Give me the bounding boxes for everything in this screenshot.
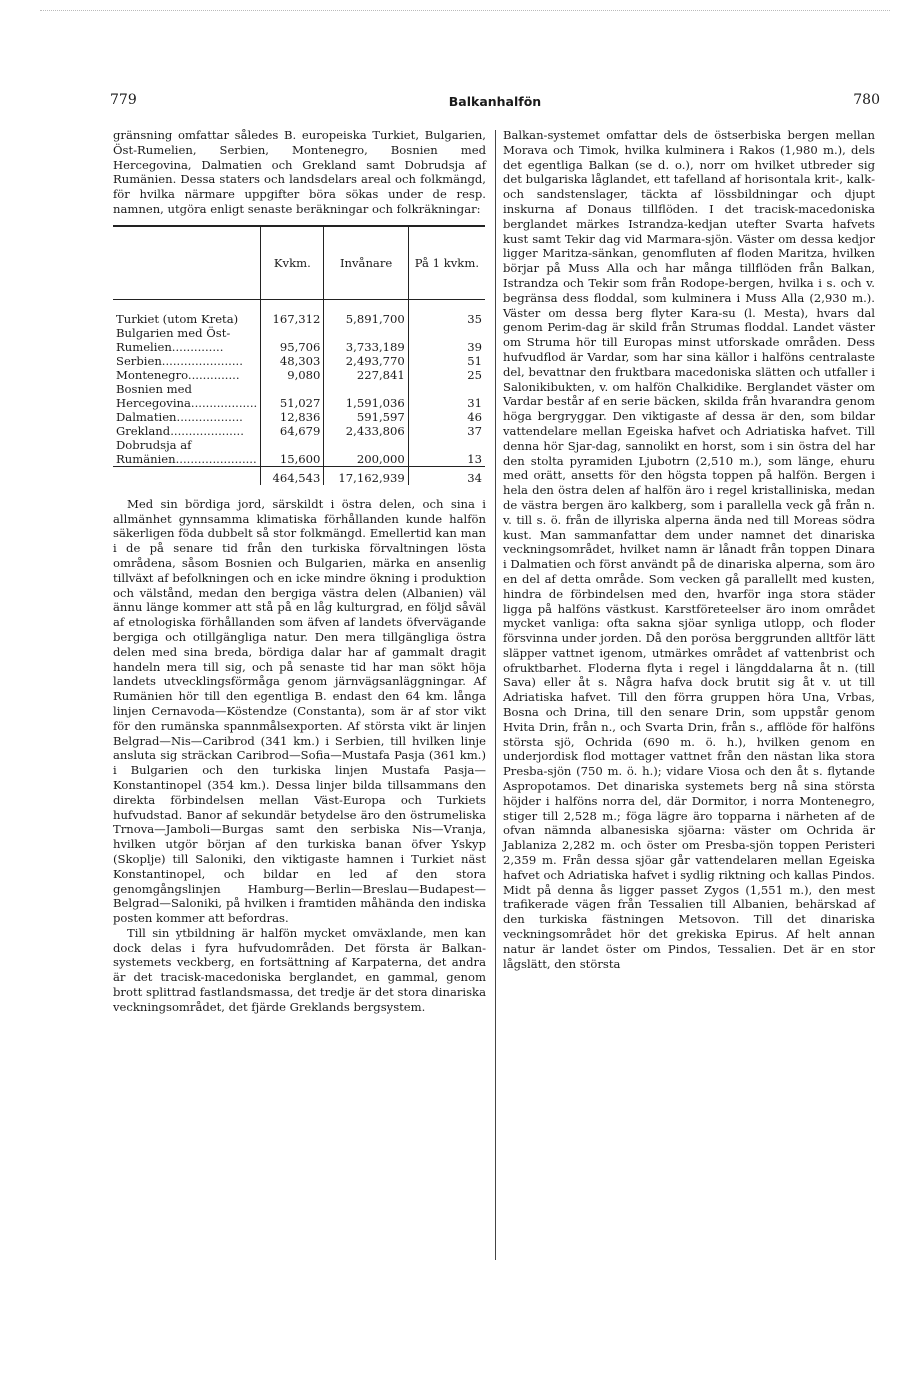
row-kvkm: 9,080 xyxy=(261,368,324,382)
left-column xyxy=(113,128,486,1015)
body-paragraph-2: Till sin ytbildning är halfön mycket omväxlande, men kan dock delas i fyra hufvudområden. Det första är Balkan-systemets veckberg, en fortsättning af Karpaterna, det andra är det tracisk-macedoniska berglandet, en gammal, genom brott splittrad fastlandsmassa, det tredje är det stora dinariska veckningsområdet, det fjärde Greklands bergsystem. xyxy=(113,925,486,1014)
row-per-kvkm: 13 xyxy=(467,451,482,466)
row-name: Montenegro.............. xyxy=(113,368,261,382)
row-name: Serbien...................... xyxy=(113,354,261,368)
row-invanare: 2,433,806 xyxy=(324,424,408,438)
table-row xyxy=(113,438,485,467)
body-paragraph-1: Med sin bördiga jord, särskildt i östra delen, och sina i allmänhet gynnsamma klimatiska förhållanden kunde halfön säkerligen föda dubbelt så stor folkmängd. Emellertid kan man i de på senare tid från den turkiska förvaltningen lösta områdena, såsom Bosnien och Bulgarien, märka en ansenlig tillväxt af befolkningen och en icke mindre ökning i produktion och välstånd, medan den bergiga västra delen (Albanien) väl ännu länge kommer att stå på en låg kulturgrad, en följd såväl af etnologiska förhållanden som äfven af landets öfvervägande bergiga och otillgängliga natur. Den mera tillgängliga östra delen med sina breda, bördiga dalar har af gammalt dragit handeln mera till sig, och på senaste tid har man sökt höja landets utvecklingsförmåga genom järnvägsanläggningar. Af Rumänien hör till den egentliga B. endast den 64 km. långa linjen Cernavoda—Köstendze (Constanta), som är af stor vikt för den rumänska spannmålsexporten. Af största vikt är linjen Belgrad—Nis—Caribrod (341 km.) i Serbien, till hvilken linje ansluta sig sträckan Caribrod—Sofia—Mustafa Pasja (361 km.) i Bulgarien och den turkiska linjen Mustafa Pasja—Konstantinopel (354 km.). Dessa linjer bilda tillsammans den direkta förbindelsen mellan Väst-Europa och Turkiets hufvudstad. Banor af sekundär betydelse äro den östrumeliska Trnova—Jamboli—Burgas samt den serbiska Nis—Vranja, hvilken utgör början af den turkiska banan öfver Yskyp (Skoplje) till Saloniki, den viktigaste hamnen i Turkiet näst Konstantinopel, och bildar en led af den stora genomgångslinjen Hamburg—Berlin—Breslau—Budapest—Belgrad—Saloniki, på hvilken i framtiden måhända den indiska posten kommer att befordras. xyxy=(113,496,486,926)
table-row xyxy=(113,354,485,368)
total-label-blank xyxy=(113,466,261,485)
row-name: Dalmatien.................. xyxy=(113,410,261,424)
column-divider xyxy=(495,130,496,1260)
row-invanare: 5,891,700 xyxy=(324,299,408,326)
table-row xyxy=(113,368,485,382)
table-row xyxy=(113,424,485,438)
row-name: Dobrudsja af Rumänien...................... xyxy=(113,438,261,467)
table-total-row xyxy=(113,466,485,485)
header-blank xyxy=(113,226,261,300)
intro-paragraph: gränsning omfattar således B. europeiska Turkiet, Bulgarien, Öst-Rumelien, Serbien, Montenegro, Bosnien med Hercegovina, Dalmatien och Grekland samt Dobrudsja af Rumänien. Dessa staters och landsdelars areal och folkmängd, för hvilka närmare uppgifter böra sökas under de resp. namnen, utgöra enligt senaste beräkningar och folkräkningar: xyxy=(113,128,486,216)
table-row xyxy=(113,410,485,424)
row-invanare: 3,733,189 xyxy=(324,326,408,354)
row-invanare: 591,597 xyxy=(324,410,408,424)
scan-edge-line xyxy=(40,10,890,11)
row-invanare: 1,591,036 xyxy=(324,382,408,410)
row-kvkm: 64,679 xyxy=(261,424,324,438)
total-kvkm: 464,543 xyxy=(261,466,324,485)
total-per-kvkm: 34 xyxy=(408,466,485,485)
right-paragraph: Balkan-systemet omfattar dels de östserbiska bergen mellan Morava och Timok, hvilka kulminera i Rakos (1,980 m.), dels det egentliga Balkan (se d. o.), norr om hvilket utbreder sig det bulgariska låglandet, ett tafelland af horisontala krit-, kalk- och sandstenslager, täckta af lössbildningar och djupt inskurna af Donaus tillflöden. I det tracisk-macedoniska berglandet märkes Istrandza-kedjan utefter Svarta hafvets kust samt Tekir dag vid Marmara-sjön. Väster om dessa kedjor ligger Maritza-sänkan, genomfluten af floden Maritza, hvilken börjar på Muss Alla och har många tillflöden från Balkan, Istrandza och Tekir som från Rodope-bergen, hvilka i s. och v. begränsa dess floddal, som kulminera i Muss Alla (2,930 m.). Väster om dessa berg flyter Kara-su (l. Mesta), hvars dal genom Perim-dag är skild från Strumas floddal. Landet väster om Struma hör till Europas minst utforskade områden. Dess hufvudflod är Vardar, som har sina källor i halföns centralaste del, bevattnar den fruktbara macedoniska slätten och utfaller i Salonikibukten, v. om halfön Chalkidike. Berglandet väster om Vardar består af en serie bäcken, skilda från hvarandra genom höga bergryggar. Den viktigaste af dessa är den, som bildar vattendelare mellan Egeiska hafvet och Adriatiska hafvet. Till denna hör Sjar-dag, sannolikt en horst, som i sin östra del har den stolta pyramiden Ljubotrn (2,510 m.), som länge, ehuru med orätt, ansetts för den högsta toppen på halfön. Bergen i hela den östra delen af halfön äro i regel kristalliniska, medan de västra bergen äro kalkberg, som i parallella veck gå från n. v. till s. ö. från de illyriska alperna ända ned till Moreas södra kust. Man sammanfattar dem under namnet det dinariska veckningsområdet, hvilket namn är lånadt från toppen Dinara i Dalmatien och först användt på de dinariska alperna, som äro en del af detta område. Som vecken gå parallellt med kusten, hindra de förbindelsen med den, hvarför inga stora städer ligga på halföns västkust. Karstföreteelser äro inom området mycket vanliga: ofta sakna sjöar synliga utlopp, och floder försvinna under jorden. Då den porösa berggrunden alltför lätt släpper vattnet igenom, utmärkes området af vattenbrist och ofruktbarhet. Floderna flyta i regel i längddalarna åt n. (till Sava) eller åt s. Några hafva dock brutit sig åt v. ut till Adriatiska hafvet. Till den förra gruppen höra Una, Vrbas, Bosna och Drina, till den senare Drin, som uppstår genom Hvita Drin, från n., och Svarta Drin, från s., afflöde för halföns största sjö, Ochrida (690 m. ö. h.), hvilken genom en underjordisk flod mottager vattnet från den nästan lika stora Presba-sjön (750 m. ö. h.); vidare Viosa och den åt s. flytande Aspropotamos. Det dinariska systemets berg nå sina största höjder i halföns norra del, där Dormitor, i norra Montenegro, stiger till 2,528 m.; föga lägre äro topparna i närheten af de ofvan nämnda albanesiska sjöarna: väster om Ochrida är Jablaniza 2,282 m. och öster om Presba-sjön toppen Peristeri 2,359 m. Från dessa sjöar går vattendelaren mellan Egeiska hafvet och Adriatiska hafvet i sydlig riktning och kallas Pindos. Midt på denna ås ligger passet Zygos (1,551 m.), den mest trafikerade vägen från Tessalien till Albanien, behärskad af den turkiska fästningen Metsovon. Till det dinariska veckningsområdet hör det grekiska Epirus. Af helt annan natur är landet öster om Pindos, Tessalien. Det är en stor lågslätt, den största xyxy=(503,128,875,971)
row-kvkm: 15,600 xyxy=(261,438,324,467)
table-row xyxy=(113,382,485,410)
row-per-kvkm: 31 xyxy=(467,395,482,410)
row-per-kvkm: 25 xyxy=(467,367,482,382)
row-kvkm: 167,312 xyxy=(261,299,324,326)
header-per-kvkm: På 1 kvkm. xyxy=(408,226,485,300)
page-header xyxy=(110,92,880,114)
row-per-kvkm: 39 xyxy=(467,339,482,354)
population-table xyxy=(113,225,485,485)
row-invanare: 200,000 xyxy=(324,438,408,467)
row-name: Bosnien med Hercegovina.................. xyxy=(113,382,261,410)
header-kvkm: Kvkm. xyxy=(261,226,324,300)
row-name: Turkiet (utom Kreta) xyxy=(113,299,261,326)
row-kvkm: 51,027 xyxy=(261,382,324,410)
header-invanare: Invånare xyxy=(324,226,408,300)
row-name: Bulgarien med Öst-Rumelien.............. xyxy=(113,326,261,354)
left-page-number: 779 xyxy=(110,92,137,108)
row-per-kvkm: 37 xyxy=(467,423,482,438)
row-kvkm: 95,706 xyxy=(261,326,324,354)
row-kvkm: 12,836 xyxy=(261,410,324,424)
table-row xyxy=(113,299,485,326)
right-column xyxy=(503,128,875,971)
row-per-kvkm: 51 xyxy=(467,353,482,368)
row-invanare: 2,493,770 xyxy=(324,354,408,368)
total-invanare: 17,162,939 xyxy=(324,466,408,485)
running-title: Balkanhalfön xyxy=(448,94,542,109)
row-name: Grekland.................... xyxy=(113,424,261,438)
row-per-kvkm: 35 xyxy=(467,311,482,326)
table-header-row xyxy=(113,226,485,300)
row-kvkm: 48,303 xyxy=(261,354,324,368)
row-per-kvkm: 46 xyxy=(467,409,482,424)
row-invanare: 227,841 xyxy=(324,368,408,382)
table-row xyxy=(113,326,485,354)
right-page-number: 780 xyxy=(853,92,880,108)
